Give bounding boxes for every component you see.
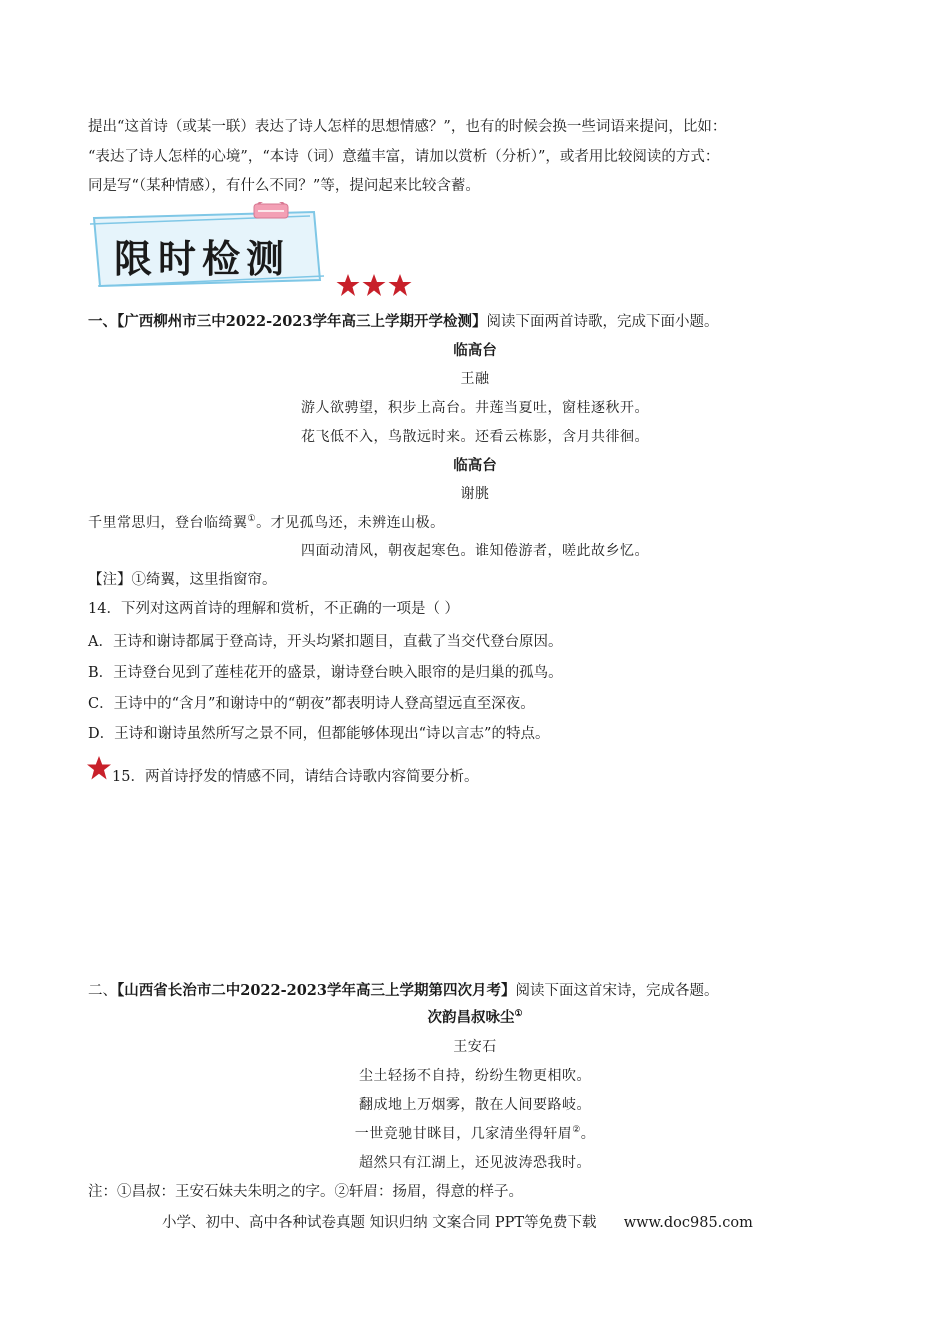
star-icon [363,274,386,296]
section-badge [88,202,328,290]
option-b: B．王诗登台见到了莲桂花开的盛景，谢诗登台映入眼帘的是归巢的孤鸟。 [88,665,563,681]
intro-line-1: 提出“这首诗（或某一联）表达了诗人怎样的思想情感？”，也有的时候会换一些词语来提问，比如： [88,119,727,135]
badge-title: 限时检测 [114,237,291,281]
footer-text: 小学、初中、高中各种试卷真题 知识归纳 文案合同 PPT等免费下载 [162,1215,597,1231]
question-15: 15．两首诗抒发的情感不同，请结合诗歌内容简要分析。 [112,769,479,785]
poem3-author: 王安石 [453,1039,497,1055]
difficulty-stars [336,273,412,303]
section1-instruction: 阅读下面两首诗歌，完成下面小题。 [486,314,719,330]
poem1-line2: 花飞低不入，鸟散远时来。还看云栋影，含月共徘徊。 [301,429,649,445]
poem2-title: 临高台 [453,457,497,474]
section1-source: 【广西柳州市三中2022-2023学年高三上学期开学检测】 [117,313,487,330]
intro-line-3: 同是写“（某种情感），有什么不同？”等，提问起来比较含蓄。 [88,178,480,194]
footer-url[interactable]: www.doc985.com [623,1215,753,1231]
section1-note: 【注】①绮翼，这里指窗帘。 [88,572,277,588]
section2-number: 二、 [88,983,117,999]
footer [162,1213,753,1233]
footnote-marker: ① [514,1009,523,1019]
section2-instruction: 阅读下面这首宋诗，完成各题。 [515,983,719,999]
poem3-line1: 尘土轻扬不自持，纷纷生物更相吹。 [359,1068,591,1084]
star-icon [389,274,412,296]
poem3-line2: 翻成地上万烟雾，散在人间要路岐。 [359,1097,591,1113]
poem3-line3 [0,1124,950,1144]
option-c: C．王诗中的“含月”和谢诗中的“朝夜”都表明诗人登高望远直至深夜。 [88,696,535,712]
option-d: D．王诗和谢诗虽然所写之景不同，但都能够体现出“诗以言志”的特点。 [88,726,550,742]
poem2-line2: 四面动清风，朝夜起寒色。谁知倦游者，嗟此故乡忆。 [301,543,649,559]
poem3-title-text: 次韵昌叔咏尘 [427,1009,515,1026]
poem1-author: 王融 [460,371,490,387]
footnote-marker: ② [572,1125,581,1135]
poem3-title [0,1008,950,1028]
poem1-title: 临高台 [453,342,497,359]
section2-note: 注：①昌叔：王安石妹夫朱明之的字。②轩眉：扬眉，得意的样子。 [88,1184,523,1200]
star-icon [337,274,360,296]
poem2-line1 [88,513,445,533]
section1-number: 一、 [88,313,117,330]
intro-line-2: “表达了诗人怎样的心境”，“本诗（词）意蕴丰富，请加以赏析（分析）”，或者用比较阅读的方式： [88,149,720,165]
section2-source: 【山西省长治市二中2022-2023学年高三上学期第四次月考】 [117,982,516,999]
poem3-line3-b: 。 [580,1126,596,1142]
poem2-author: 谢朓 [460,486,490,502]
question-14: 14．下列对这两首诗的理解和赏析，不正确的一项是（ ） [88,601,460,617]
section2-header [88,981,718,1001]
important-star-icon [86,755,112,785]
section1-header [88,312,718,332]
option-a: A．王诗和谢诗都属于登高诗，开头均紧扣题目，直截了当交代登台原因。 [88,634,563,650]
poem3-line4: 超然只有江湖上，还见波涛恐我时。 [359,1155,591,1171]
poem1-line1: 游人欲骋望，积步上高台。井莲当夏吐，窗桂逐秋开。 [301,400,649,416]
footnote-marker: ① [247,514,257,524]
poem2-line1-a: 千里常思归，登台临绮翼 [88,515,248,531]
poem3-line3-a: 一世竞驰甘眯目，几家清坐得轩眉 [354,1126,573,1142]
poem2-line1-b: 。才见孤鸟还，未辨连山极。 [256,515,445,531]
